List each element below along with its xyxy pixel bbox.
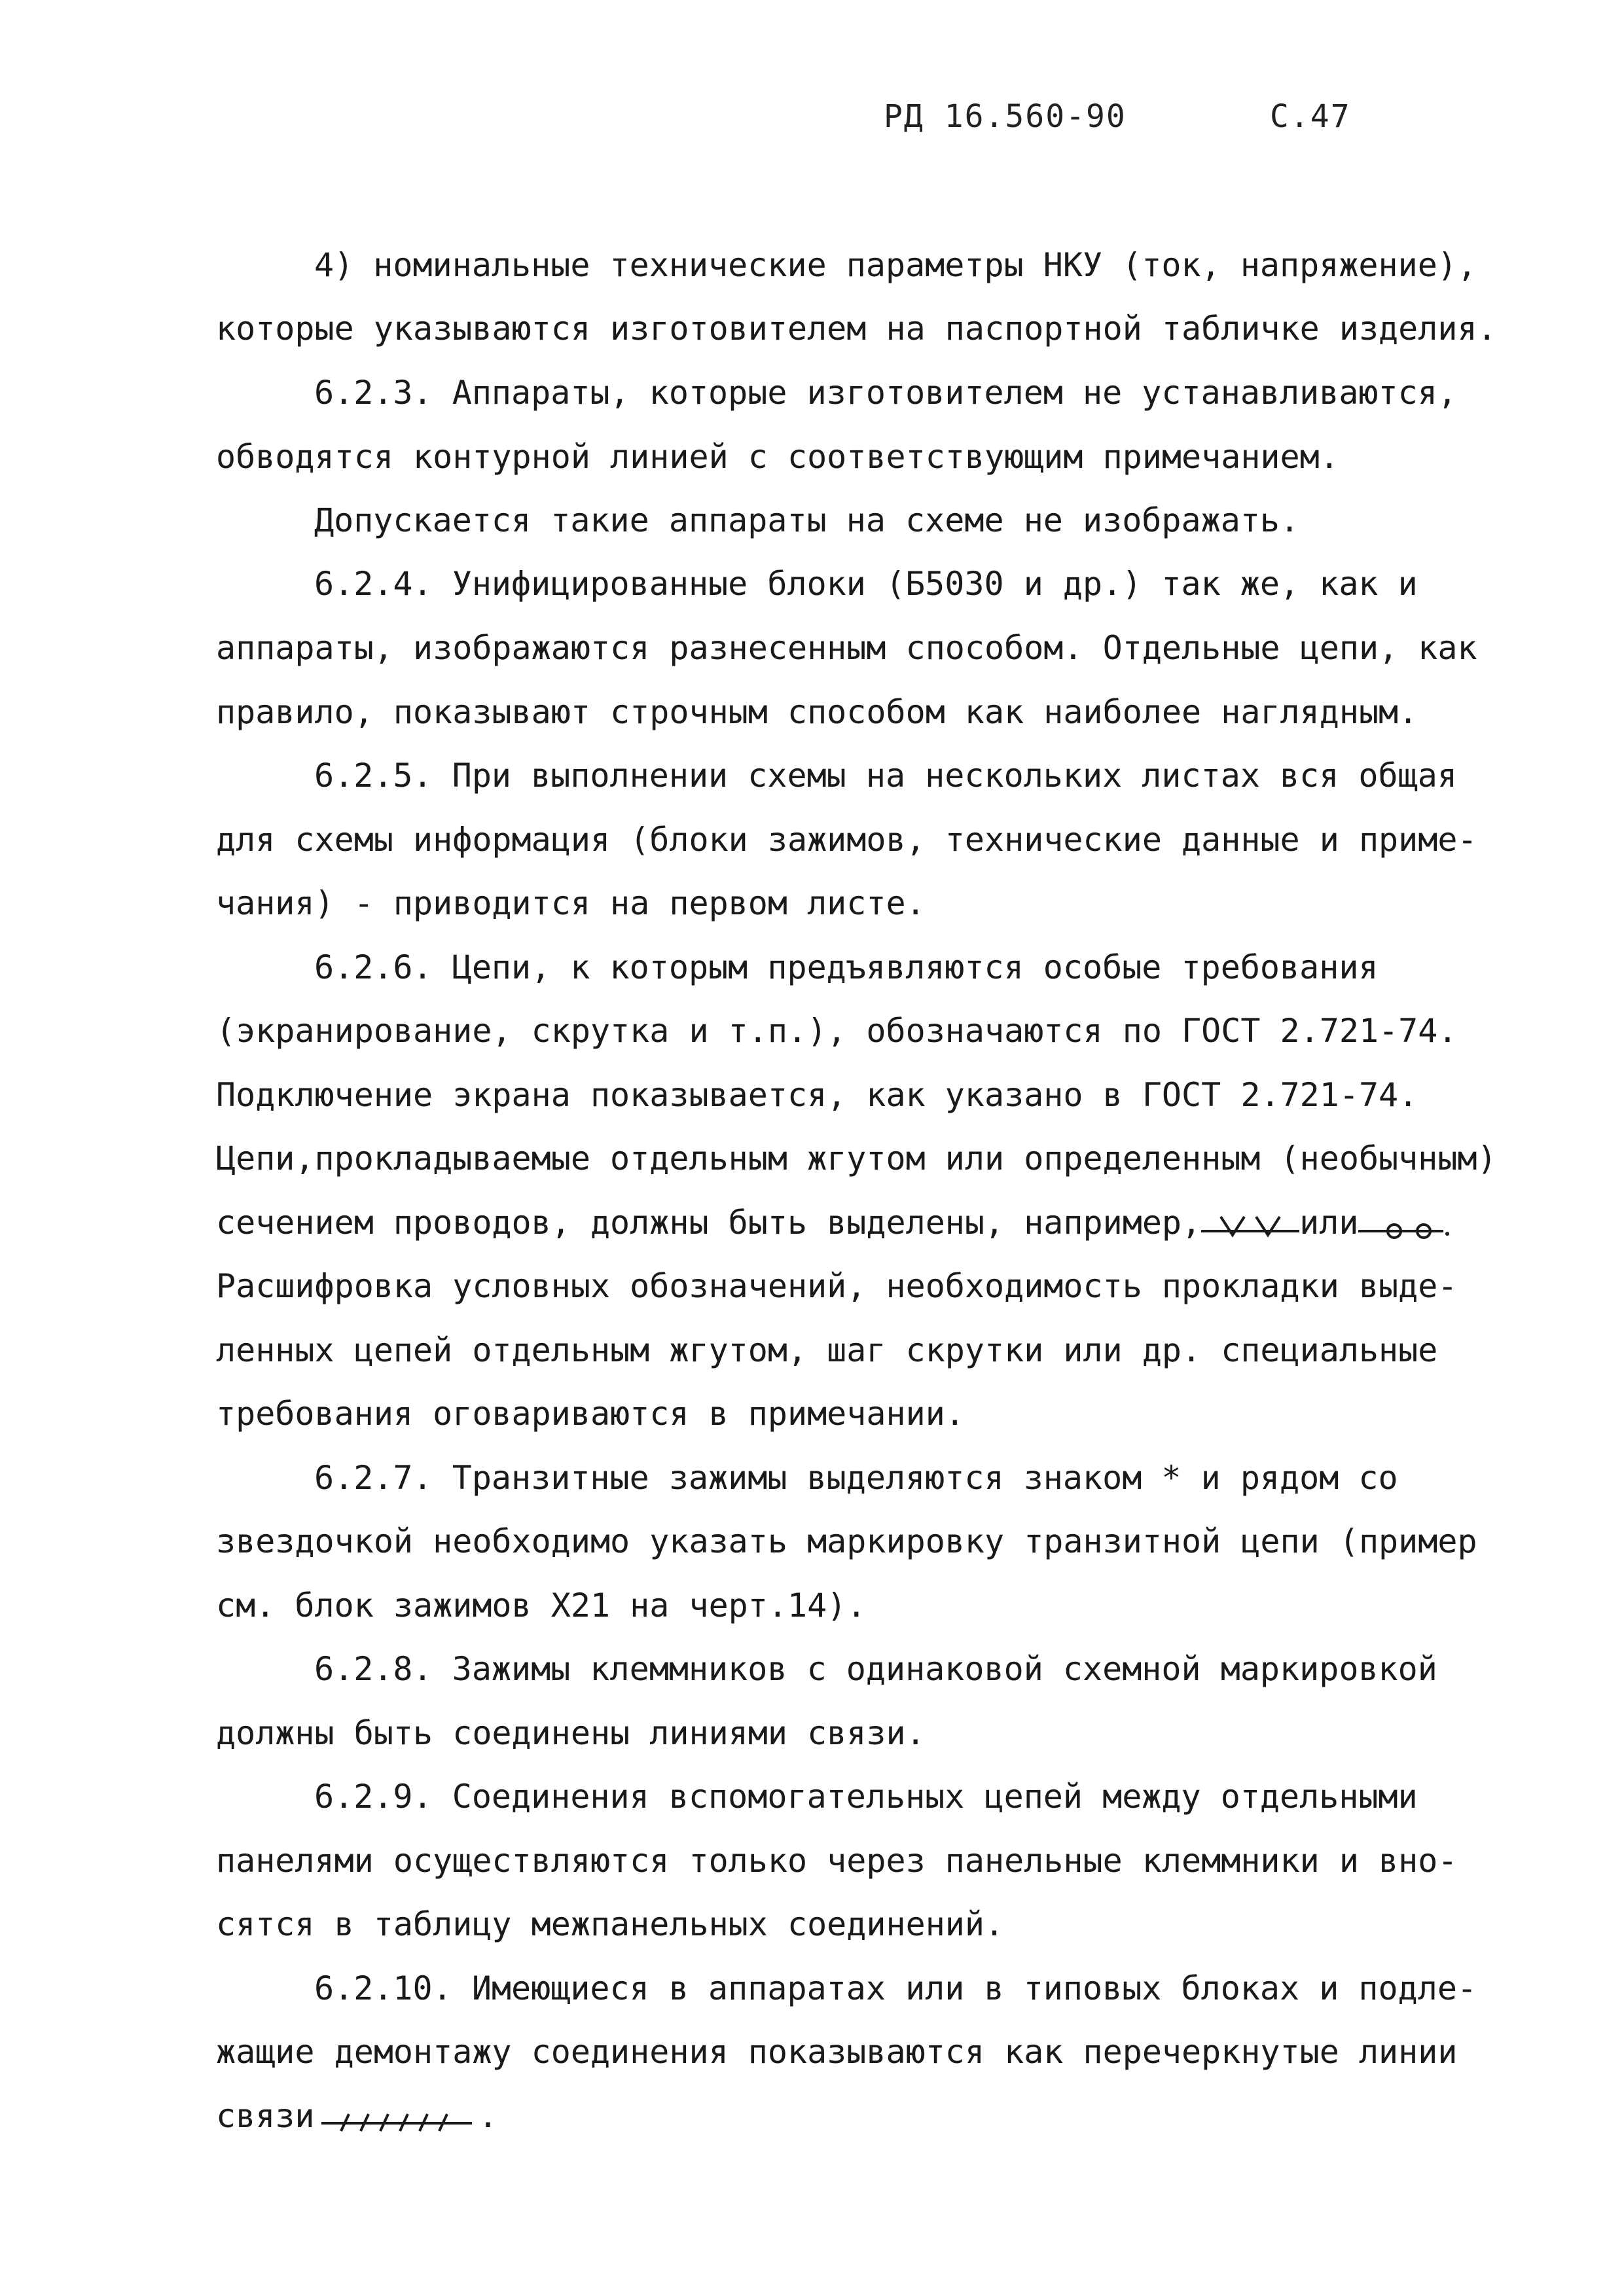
text-line: Подключение экрана показывается, как указано в ГОСТ 2.721-74. [216,1076,1418,1114]
text-line: Допускается такие аппараты на схеме не изображать. [314,501,1300,539]
doc-code: РД 16.560-90 [884,98,1127,135]
paragraph-6-2-3: 6.2.3. Аппараты, которые изготовителем не устанавливаются, [314,374,1457,412]
paragraph-6-2-7: 6.2.7. Транзитные зажимы выделяются знаком * и рядом со [314,1459,1398,1497]
text-line: см. блок зажимов X21 на черт.14). [216,1587,867,1624]
text-line: Расшифровка условных обозначений, необходимость прокладки выде- [216,1267,1458,1305]
text-line: аппараты, изображаются разнесенным способом. Отдельные цепи, как [216,629,1477,667]
text-line: звездочкой необходимо указать маркировку транзитной цепи (пример [216,1522,1477,1560]
circle-line-icon [1358,1209,1450,1242]
paragraph-6-2-8: 6.2.8. Зажимы клеммников с одинаковой схемной маркировкой [314,1650,1437,1688]
text-segment: сечением проводов, должны быть выделены, например, [216,1204,1202,1242]
text-line: ленных цепей отдельным жгутом, шаг скрутки или др. специальные [216,1331,1438,1369]
text-line: которые указываются изготовителем на паспортной табличке изделия. [216,310,1497,348]
text-line: жащие демонтажу соединения показываются как перечеркнутые линии [216,2033,1458,2071]
crossed-line-icon [315,2102,478,2135]
text-line: 4) номинальные технические параметры НКУ (ток, напряжение), [314,246,1477,284]
page-header [884,98,1351,135]
text-line: требования оговариваются в примечании. [216,1395,965,1433]
text-line: сятся в таблицу межпанельных соединений. [216,1905,1005,1943]
text-line: для схемы информация (блоки зажимов, технические данные и приме- [216,821,1477,859]
text-segment: связи [216,2097,315,2135]
text-line: правило, показывают строчным способом как наиболее наглядным. [216,693,1418,731]
v-line-icon [1201,1209,1299,1242]
text-line: Цепи,прокладываемые отдельным жгутом или определенным (необычным) [216,1139,1497,1177]
paragraph-6-2-10: 6.2.10. Имеющиеся в аппаратах или в типовых блоках и подле- [314,1969,1477,2007]
paragraph-6-2-5: 6.2.5. При выполнении схемы на нескольких листах вся общая [314,757,1457,795]
page-number: С.47 [1270,98,1351,135]
text-line-with-marks [216,1203,1450,1242]
paragraph-6-2-9: 6.2.9. Соединения вспомогательных цепей между отдельными [314,1778,1418,1816]
paragraph-6-2-4: 6.2.4. Унифицированные блоки (Б5030 и др.) так же, как и [314,565,1418,603]
text-line: чания) - приводится на первом листе. [216,884,926,922]
text-line-with-marks [216,2096,498,2136]
text-segment: или [1299,1204,1359,1242]
text-line: панелями осуществляются только через панельные клеммники и вно- [216,1842,1458,1880]
paragraph-6-2-6: 6.2.6. Цепи, к которым предъявляются особые требования [314,948,1379,986]
text-line: обводятся контурной линией с соответствующим примечанием. [216,438,1339,476]
text-segment: . [478,2097,498,2135]
text-line: должны быть соединены линиями связи. [216,1714,926,1752]
text-line: (экранирование, скрутка и т.п.), обозначаются по ГОСТ 2.721-74. [216,1012,1458,1050]
